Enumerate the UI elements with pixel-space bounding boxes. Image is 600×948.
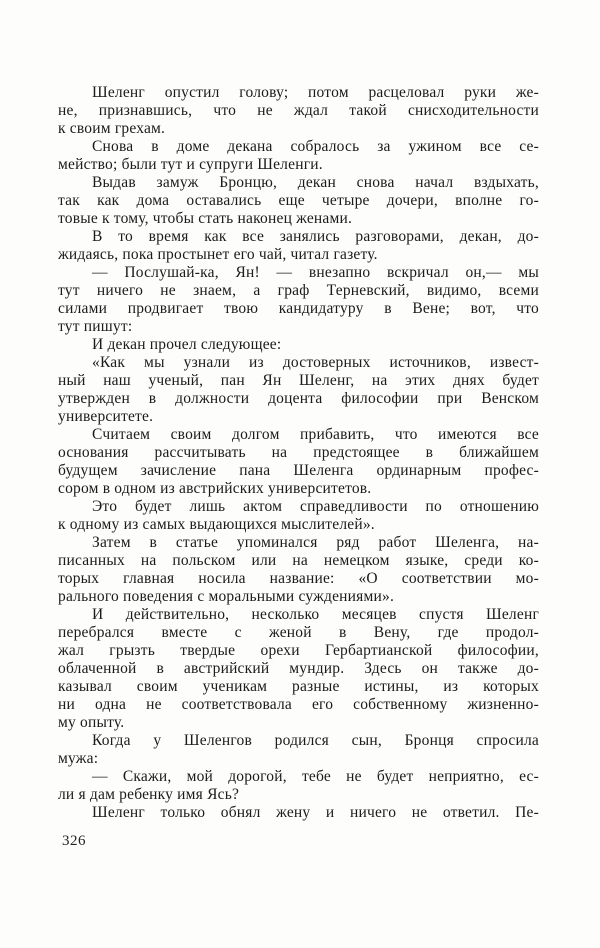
- text-line: к одному из самых выдающихся мыслителей».: [58, 516, 375, 533]
- text-line: Считаем своим долгом прибавить, что имеются все: [92, 426, 539, 443]
- text-line: писанных на польском или на немецком языке, среди ко-: [58, 552, 539, 569]
- text-line: перебрался вместе с женой в Вену, где продол-: [58, 624, 539, 641]
- text-line: сором в одном из австрийских университетов.: [58, 480, 372, 497]
- page-text: [58, 84, 539, 822]
- text-line: казывал своим ученикам разные истины, из которых: [58, 678, 539, 695]
- text-line: жал грызть твердые орехи Гербартианской философии,: [58, 642, 539, 659]
- text-line: мужа:: [58, 750, 99, 767]
- text-line: тут пишут:: [58, 318, 133, 335]
- text-line: му опыту.: [58, 714, 125, 731]
- text-line: И декан прочел следующее:: [92, 336, 282, 353]
- page-number: 326: [62, 833, 86, 849]
- text-line: ни одна не соответствовала его собственному жизненно-: [58, 696, 539, 713]
- text-line: Шеленг только обнял жену и ничего не ответил. Пе-: [92, 804, 539, 821]
- text-line: Снова в доме декана собралось за ужином все се-: [92, 138, 539, 155]
- text-line: университете.: [58, 408, 154, 425]
- text-line: так как дома оставались еще четыре дочери, вполне го-: [58, 192, 539, 209]
- text-line: Выдав замуж Бронцю, декан снова начал вздыхать,: [92, 174, 539, 191]
- text-line: тут ничего не знаем, а граф Терневский, видимо, всеми: [58, 282, 539, 299]
- text-line: силами продвигает твою кандидатуру в Вене; вот, что: [58, 300, 539, 317]
- text-line: Затем в статье упоминался ряд работ Шеленга, на-: [92, 534, 539, 551]
- text-line: Когда у Шеленгов родился сын, Бронця спросила: [92, 732, 539, 749]
- text-line: — Скажи, мой дорогой, тебе не будет неприятно, ес-: [92, 768, 539, 785]
- text-line: рального поведения с моральными суждениями».: [58, 588, 395, 605]
- text-line: товые к тому, чтобы стать наконец женами.: [58, 210, 353, 227]
- text-line: ли я дам ребенку имя Ясь?: [58, 786, 240, 803]
- text-line: Шеленг опустил голову; потом расцеловал руки же-: [92, 84, 539, 101]
- text-line: Это будет лишь актом справедливости по отношению: [92, 498, 539, 515]
- text-line: жидаясь, пока простынет его чай, читал газету.: [58, 246, 378, 263]
- text-line: к своим грехам.: [58, 120, 166, 137]
- text-line: облаченной в австрийский мундир. Здесь он также до-: [58, 660, 539, 677]
- text-line: И действительно, несколько месяцев спустя Шеленг: [92, 606, 539, 623]
- text-line: — Послушай-ка, Ян! — внезапно вскричал он,— мы: [92, 264, 539, 281]
- text-line: «Как мы узнали из достоверных источников, извест-: [92, 354, 539, 371]
- text-line: В то время как все занялись разговорами, декан, до-: [92, 228, 539, 245]
- text-line: ный наш ученый, пан Ян Шеленг, на этих днях будет: [58, 372, 539, 389]
- text-line: мейство; были тут и супруги Шеленги.: [58, 156, 323, 173]
- text-line: утвержден в должности доцента философии при Венском: [58, 390, 539, 407]
- text-line: основания рассчитывать на предстоящее в ближайшем: [58, 444, 539, 461]
- text-line: торых главная носила название: «О соответствии мо-: [58, 570, 539, 587]
- text-line: не, признавшись, что не ждал такой снисходительности: [58, 102, 539, 119]
- text-line: будущем зачисление пана Шеленга ординарным профес-: [58, 462, 539, 479]
